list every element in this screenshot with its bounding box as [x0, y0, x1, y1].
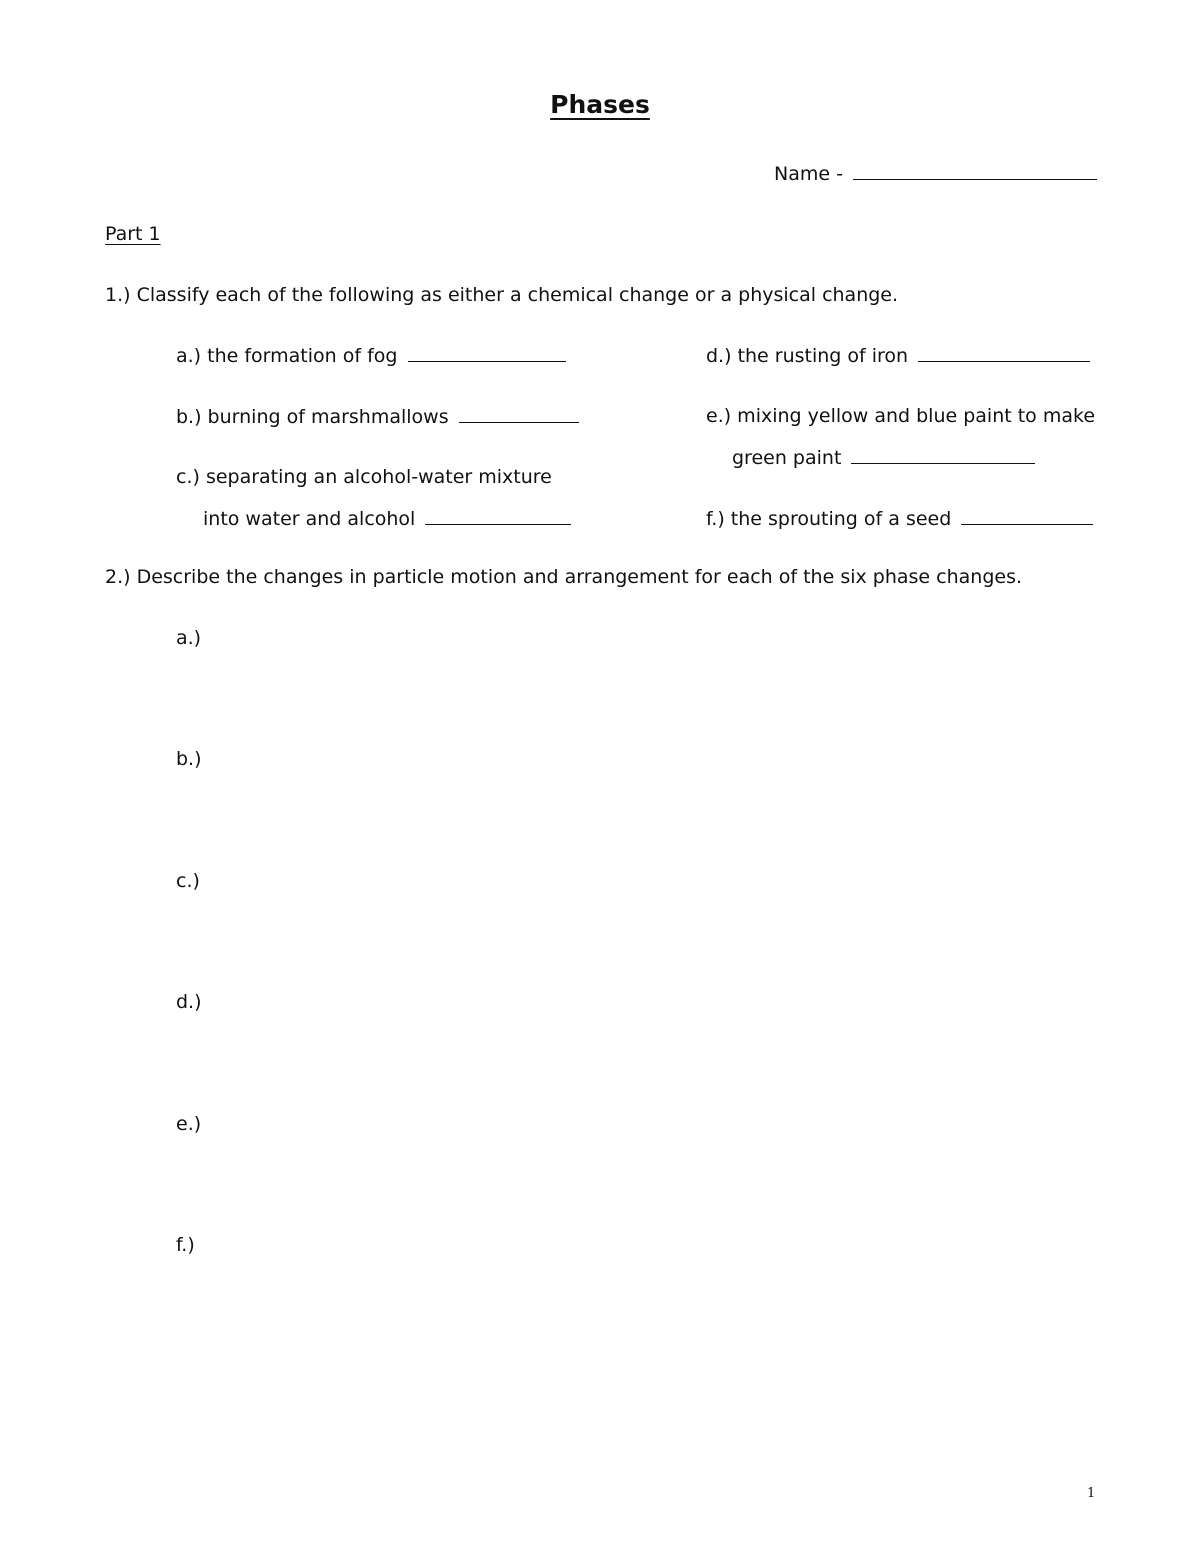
q1-item-e-text: green paint	[732, 447, 842, 469]
q1-item-b-text: b.) burning of marshmallows	[176, 406, 449, 428]
q1-item-d-text: d.) the rusting of iron	[706, 345, 909, 367]
q1-item-d-blank[interactable]	[918, 343, 1090, 362]
q1-item-d	[706, 343, 1090, 368]
title-text: Phases	[550, 90, 650, 119]
q1-item-e-blank[interactable]	[851, 445, 1035, 464]
q1-item-f-text: f.) the sprouting of a seed	[706, 508, 952, 530]
q1-item-b-blank[interactable]	[459, 404, 579, 423]
question-2-prompt: 2.) Describe the changes in particle motion and arrangement for each of the six phase changes.	[105, 566, 1023, 588]
q1-item-e-line2	[732, 445, 1035, 470]
q1-item-c-line2	[203, 506, 571, 531]
q1-item-a	[176, 343, 566, 368]
q2-item-a: a.)	[176, 627, 202, 649]
q2-item-e: e.)	[176, 1113, 202, 1135]
page-title	[0, 90, 1200, 119]
q1-item-f	[706, 506, 1093, 531]
q1-item-b	[176, 404, 579, 429]
name-label: Name -	[774, 163, 843, 185]
q1-item-a-blank[interactable]	[408, 343, 566, 362]
name-field[interactable]	[774, 161, 1097, 186]
q1-item-c-line1: c.) separating an alcohol-water mixture	[176, 466, 552, 488]
q2-item-c: c.)	[176, 870, 200, 892]
page-number: 1	[1087, 1486, 1096, 1501]
part-heading: Part 1	[105, 223, 161, 245]
q2-item-d: d.)	[176, 991, 202, 1013]
q1-item-c-text: into water and alcohol	[203, 508, 416, 530]
name-blank[interactable]	[853, 161, 1097, 180]
q2-item-f: f.)	[176, 1234, 195, 1256]
q1-item-e-line1: e.) mixing yellow and blue paint to make	[706, 405, 1096, 427]
question-1-prompt: 1.) Classify each of the following as either a chemical change or a physical change.	[105, 284, 899, 306]
q1-item-c-blank[interactable]	[425, 506, 571, 525]
q1-item-a-text: a.) the formation of fog	[176, 345, 398, 367]
q1-item-f-blank[interactable]	[961, 506, 1093, 525]
q2-item-b: b.)	[176, 748, 202, 770]
